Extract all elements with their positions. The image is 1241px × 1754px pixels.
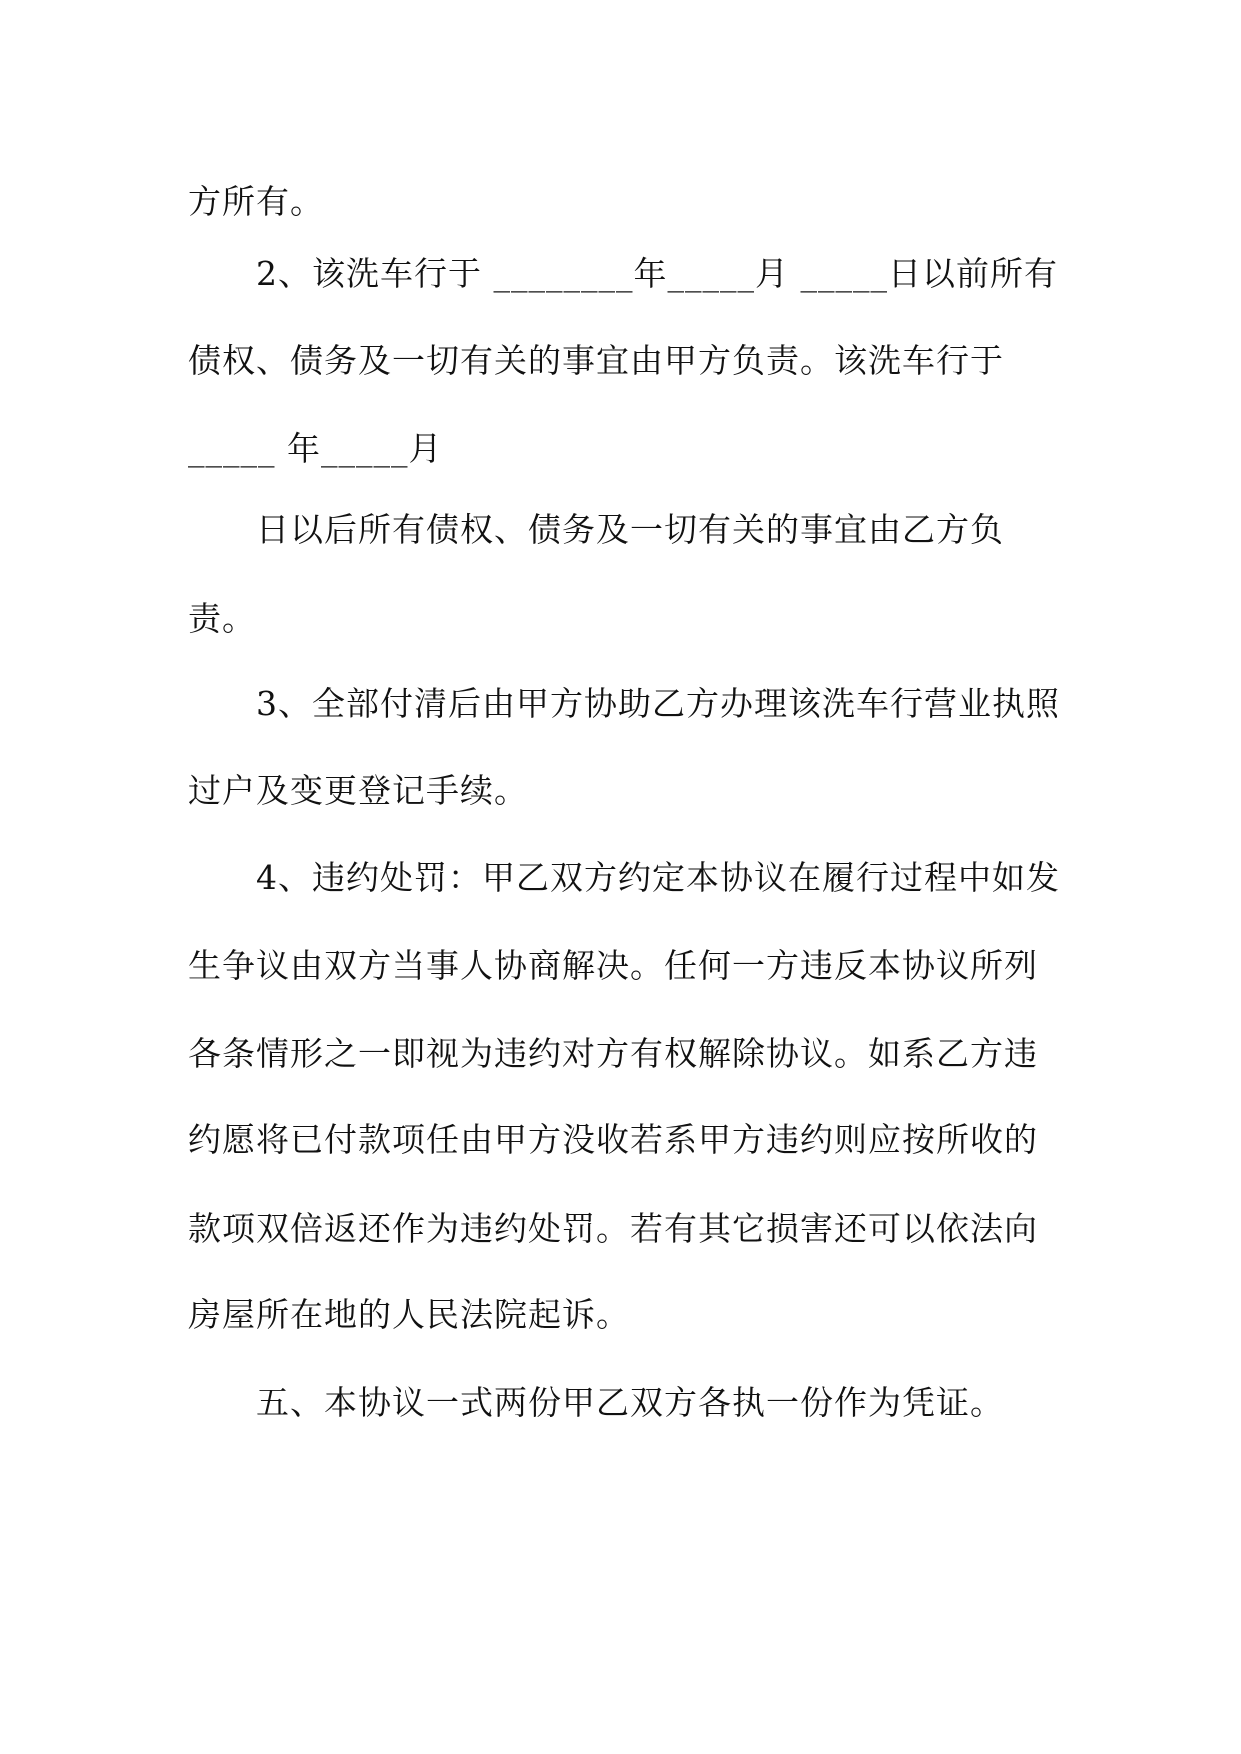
text-line-7: 3、全部付清后由甲方协助乙方办理该洗车行营业执照 xyxy=(256,684,1060,723)
text-line-9: 4、违约处罚：甲乙双方约定本协议在履行过程中如发 xyxy=(256,858,1060,897)
text-line-15: 五、本协议一式两份甲乙双方各执一份作为凭证。 xyxy=(256,1383,1004,1422)
text-line-6: 责。 xyxy=(188,599,256,638)
text-line-14: 房屋所在地的人民法院起诉。 xyxy=(188,1295,630,1334)
text-line-12: 约愿将已付款项任由甲方没收若系甲方违约则应按所收的 xyxy=(188,1120,1038,1159)
text-line-2: 2、该洗车行于 ________年_____月 _____日以前所有 xyxy=(256,254,1058,293)
text-line-4: _____ 年_____月 xyxy=(188,429,443,468)
text-line-5: 日以后所有债权、债务及一切有关的事宜由乙方负 xyxy=(256,510,1004,549)
text-line-10: 生争议由双方当事人协商解决。任何一方违反本协议所列 xyxy=(188,946,1038,985)
text-line-1: 方所有。 xyxy=(188,182,324,221)
text-line-11: 各条情形之一即视为违约对方有权解除协议。如系乙方违 xyxy=(188,1034,1038,1073)
text-line-3: 债权、债务及一切有关的事宜由甲方负责。该洗车行于 xyxy=(188,341,1004,380)
text-line-8: 过户及变更登记手续。 xyxy=(188,771,528,810)
text-line-13: 款项双倍返还作为违约处罚。若有其它损害还可以依法向 xyxy=(188,1209,1038,1248)
